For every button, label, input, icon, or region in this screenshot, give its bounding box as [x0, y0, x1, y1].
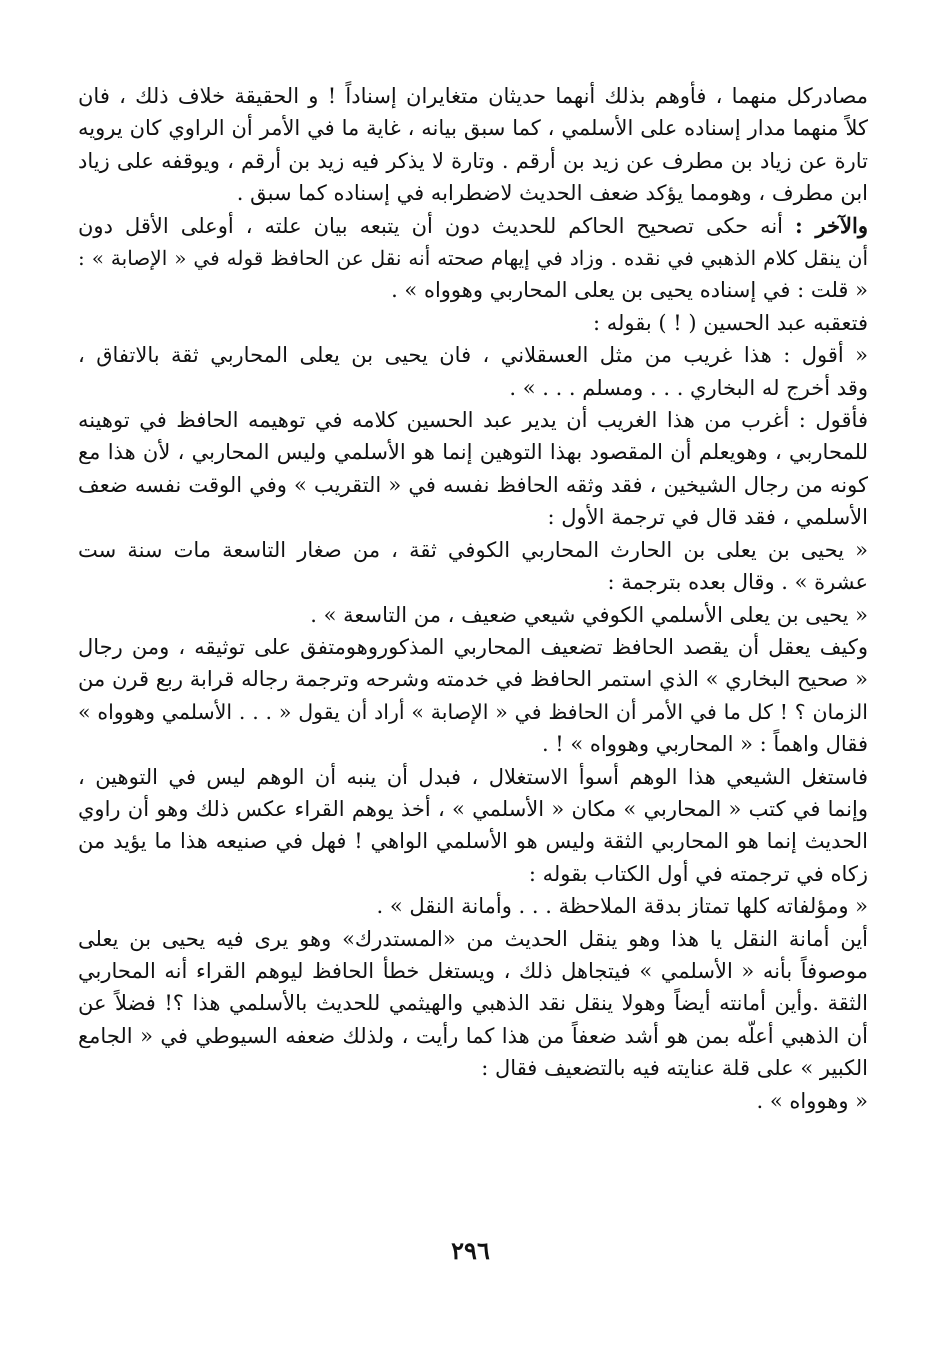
- text-line: [78, 858, 868, 890]
- text-line: [78, 987, 868, 1019]
- line-text: ابن مطرف ، وهومما يؤكد ضعف الحديث لاضطرابه في إسناده كما سبق .: [236, 181, 868, 206]
- text-line: [78, 663, 868, 695]
- line-text: كونه من رجال الشيخين ، فقد وثقه الحافظ نفسه في « التقريب » وفي الوقت نفسه ضعف: [78, 472, 868, 497]
- text-line: [78, 1020, 868, 1052]
- line-text: فأقول : أغرب من هذا الغريب أن يدير عبد الحسين كلامه في توهيمه الحافظ في توهينه: [78, 408, 868, 433]
- text-line: [78, 599, 868, 631]
- text-line: [78, 955, 868, 987]
- line-text: « قلت : في إسناده يحيى بن يعلى المحاربي وهوواه » .: [391, 278, 868, 303]
- line-text: أين أمانة النقل يا هذا وهو ينقل الحديث من «المستدرك» وهو يرى فيه يحيى بن يعلى: [78, 926, 868, 951]
- text-line: [78, 501, 868, 533]
- line-text: « ومؤلفاته كلها تمتاز بدقة الملاحظة . . . وأمانة النقل » .: [376, 894, 868, 919]
- line-text: مصادركل منهما ، فأوهم بذلك أنهما حديثان متغايران إسناداً ! و الحقيقة خلاف ذلك ، فان: [78, 84, 868, 108]
- text-line: [78, 372, 868, 404]
- page-text: [78, 80, 868, 1117]
- line-text: الحديث إنما هو المحاربي الثقة وليس هو الأسلمي الواهي ! فهل في صنيعه هذا ما يؤيد من: [78, 829, 868, 854]
- line-text: فقال واهماً : « المحاربي وهوواه » ! .: [541, 732, 868, 757]
- line-text: فاستغل الشيعي هذا الوهم أسوأ الاستغلال ، فبدل أن ينبه أن الوهم ليس في التوهين ،: [78, 764, 868, 789]
- line-text: موصوفاً بأنه « الأسلمي » فيتجاهل ذلك ، ويستغل خطأ الحافظ ليوهم القراء أنه المحاربي: [78, 958, 868, 983]
- text-line: [78, 890, 868, 922]
- line-text: الكبير » على قلة عنايته فيه بالتضعيف فقال :: [481, 1056, 868, 1081]
- text-line: [78, 469, 868, 501]
- text-line: [78, 761, 868, 793]
- text-line: [78, 210, 868, 242]
- line-text: الزمان ؟ ! كل ما في الأمر أن الحافظ في « الإصابة » أراد أن يقول « . . . الأسلمي وهوواه »: [78, 699, 868, 724]
- text-line: [78, 339, 868, 371]
- line-text: « أقول : هذا غريب من مثل العسقلاني ، فان يحيى بن يعلى المحاربي ثقة بالاتفاق ،: [78, 343, 868, 368]
- line-text: « يحيى بن يعلى بن الحارث المحاربي الكوفي ثقة ، من صغار التاسعة مات سنة ست: [78, 537, 868, 562]
- text-line: [78, 566, 868, 598]
- line-text: الثقة .وأين أمانته أيضاً وهولا ينقل نقد الذهبي والهيثمي للحديث بالأسلمي هذا ؟! فضلاً عن: [78, 991, 868, 1016]
- text-line: [78, 534, 868, 566]
- text-line: [78, 274, 868, 306]
- text-line: [78, 80, 868, 112]
- text-line: [78, 1085, 868, 1117]
- text-line: [78, 793, 868, 825]
- text-line: [78, 696, 868, 728]
- text-line: [78, 923, 868, 955]
- line-text: كلاً منهما مدار إسناده على الأسلمي ، كما سبق بيانه ، غاية ما في الأمر أن الراوي كان يرويه: [78, 116, 868, 141]
- text-line: [78, 436, 868, 468]
- text-line: [78, 307, 868, 339]
- line-text: أن ينقل كلام الذهبي في نقده . وزاد في إيهام صحته أنه نقل عن الحافظ قوله في « الإصابة » :: [78, 246, 868, 271]
- line-text: عشرة » . وقال بعده بترجمة :: [607, 570, 868, 595]
- page-number: ٢٩٦: [451, 1236, 490, 1265]
- text-line: [78, 404, 868, 436]
- line-text: للمحاربي ، وهويعلم أن المقصود بهذا التوهين إنما هو الأسلمي وليس المحاربي ، لأن هذا مع: [78, 440, 868, 465]
- text-line: [78, 112, 868, 144]
- line-lead: والآخر :: [795, 212, 868, 238]
- text-line: [78, 1052, 868, 1084]
- line-text: زكاه في ترجمته في أول الكتاب بقوله :: [528, 861, 868, 886]
- line-text: تارة عن زياد بن مطرف عن زيد بن أرقم . وتارة لا يذكر فيه زيد بن أرقم ، ويوقفه على زياد: [78, 148, 868, 173]
- line-text: فتعقبه عبد الحسين ( ! ) بقوله :: [592, 310, 868, 335]
- text-line: [78, 177, 868, 209]
- line-text: وكيف يعقل أن يقصد الحافظ تضعيف المحاربي المذكوروهومتفق على توثيقه ، ومن رجال: [78, 634, 868, 659]
- line-text: وإنما في كتب « المحاربي » مكان « الأسلمي » ، أخذ يوهم القراء عكس ذلك وهو أن راوي: [78, 796, 868, 821]
- line-text: « صحيح البخاري » الذي استمر الحافظ في خدمته وشرحه وترجمة رجاله قرابة ربع قرن من: [78, 667, 868, 692]
- text-line: [78, 728, 868, 760]
- text-line: [78, 825, 868, 857]
- line-text: الأسلمي ، فقد قال في ترجمة الأول :: [547, 505, 868, 530]
- text-line: [78, 145, 868, 177]
- line-text: أن الذهبي أعلّه بمن هو أشد ضعفاً من هذا كما رأيت ، ولذلك ضعفه السيوطي في « الجامع: [78, 1023, 868, 1048]
- line-text: « وهوواه » .: [756, 1088, 868, 1113]
- text-line: [78, 631, 868, 663]
- line-text: أنه حكى تصحيح الحاكم للحديث دون أن يتبعه بيان علته ، أوعلى الأقل دون: [78, 213, 796, 238]
- text-line: [78, 242, 868, 274]
- line-text: وقد أخرج له البخاري . . . ومسلم . . . » .: [509, 375, 868, 400]
- line-text: « يحيى بن يعلى الأسلمي الكوفي شيعي ضعيف ، من التاسعة » .: [310, 602, 868, 627]
